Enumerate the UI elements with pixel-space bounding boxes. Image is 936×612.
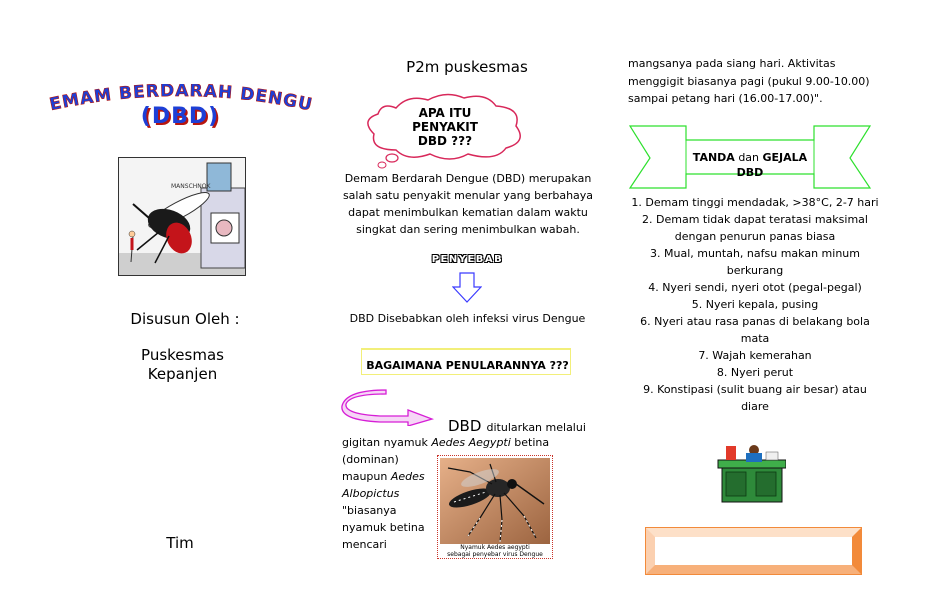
banner-word: DBD: [736, 166, 764, 179]
footer-tim: Tim: [166, 534, 194, 552]
bite-line-1: [342, 434, 602, 451]
symptom-item: 7. Wajah kemerahan: [698, 349, 812, 362]
photo-caption-line: sebagai penyebar virus Dengue: [447, 551, 543, 558]
spread-heading: BAGAIMANA PENULARANNYA ???: [366, 359, 569, 372]
symptom-list: [620, 194, 890, 415]
down-arrow-icon: [452, 272, 482, 304]
cause-heading: PENYEBAB: [431, 254, 504, 265]
author-org-line2: Kepanjen: [147, 365, 218, 383]
cloud-line2: PENYAKIT: [412, 120, 478, 134]
spread-intro: [448, 416, 598, 435]
banner-word: dan: [738, 151, 760, 164]
symptom-item: 4. Nyeri sendi, nyeri otot (pegal-pegal): [648, 281, 862, 294]
cloud-text: [388, 106, 502, 148]
mosquito-photo-frame: [437, 455, 553, 559]
banner-word: TANDA: [692, 151, 735, 164]
bite-text: maupun: [342, 470, 388, 483]
symptom-item: 8. Nyeri perut: [716, 366, 794, 379]
banner-word: GEJALA: [762, 151, 808, 164]
spread-big: DBD: [448, 417, 482, 435]
cloud-line3: DBD ???: [417, 134, 473, 148]
bite-text: "biasanya: [342, 504, 397, 517]
mosquito-photo: [440, 458, 550, 544]
species-aedes: Aedes: [390, 470, 425, 483]
question-cloud: [356, 90, 531, 170]
bite-text: gigitan nyamuk: [342, 436, 428, 449]
symptom-item: dengan penurun panas biasa: [674, 230, 836, 243]
symptom-item: 9. Konstipasi (sulit buang air besar) atau: [643, 383, 867, 396]
column-header: P2m puskesmas: [406, 58, 528, 76]
symptom-item: 5. Nyeri kepala, pusing: [691, 298, 819, 311]
continuation-line: sampai petang hari (16.00-17.00)".: [628, 92, 823, 105]
photo-caption: [438, 544, 552, 558]
definition-line: salah satu penyakit menular yang berbahaya: [342, 189, 594, 202]
author-org-line1: Puskesmas: [141, 346, 224, 364]
definition-line: Demam Berdarah Dengue (DBD) merupakan: [344, 172, 592, 185]
continuation-line: mangsanya pada siang hari. Aktivitas: [628, 57, 836, 70]
definition-line: dapat menimbulkan kematian dalam waktu: [348, 206, 588, 219]
bite-text: nyamuk betina: [342, 521, 425, 534]
photo-caption-line: Nyamuk Aedes aegypti: [460, 544, 530, 551]
bite-text: betina: [514, 436, 550, 449]
title-line2: (DBD): [140, 104, 220, 129]
desk-clipart: [716, 444, 786, 504]
mosquito-cartoon: [118, 157, 246, 276]
title-line1: EMAM BERDARAH DENGU: [47, 84, 315, 116]
cause-text: DBD Disebabkan oleh infeksi virus Dengue: [349, 312, 586, 325]
beveled-frame: [646, 528, 861, 574]
symptom-item: 3. Mual, muntah, nafsu makan minum: [650, 247, 860, 260]
mosquito-cartoon-drawing: [119, 158, 245, 275]
symptom-item: 6. Nyeri atau rasa panas di belakang bola: [640, 315, 870, 328]
species-aedes-aegypti: Aedes Aegypti: [431, 436, 511, 449]
definition-line: singkat dan sering menimbulkan wabah.: [356, 223, 580, 236]
definition-paragraph: [333, 170, 603, 238]
bite-text: (dominan): [342, 453, 399, 466]
symptom-item: 2. Demam tidak dapat teratasi maksimal: [642, 213, 868, 226]
symptom-banner-text: [686, 150, 814, 180]
bite-text: mencari: [342, 538, 387, 551]
species-albopictus: Albopictus: [342, 487, 400, 500]
swirl-arrow-icon: [340, 388, 436, 426]
continuation-paragraph: [628, 55, 918, 108]
symptom-item: 1. Demam tinggi mendadak, >38°C, 2-7 hari: [631, 196, 879, 209]
author-label: Disusun Oleh :: [130, 310, 240, 328]
symptom-item: mata: [740, 332, 770, 345]
cartoon-tag: MANSCHNOK: [171, 183, 211, 190]
symptom-item: berkurang: [726, 264, 784, 277]
cloud-line1: APA ITU: [418, 106, 472, 120]
spread-rest: ditularkan melalui: [486, 421, 586, 434]
symptom-item: diare: [741, 400, 769, 413]
continuation-line: menggigit biasanya pagi (pukul 9.00-10.00): [628, 74, 870, 88]
